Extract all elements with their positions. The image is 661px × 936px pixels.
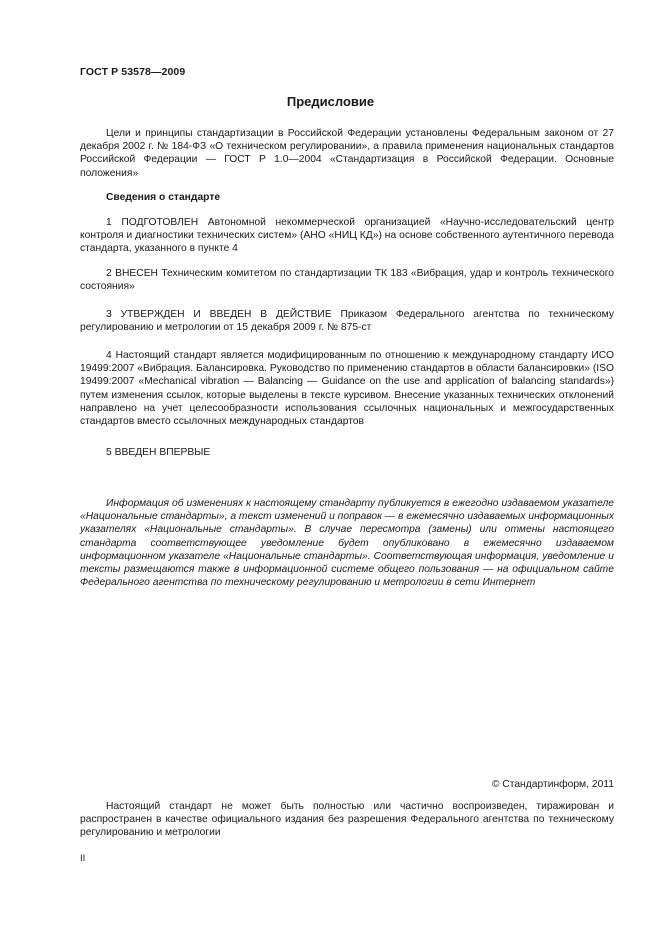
page-number: II — [80, 853, 86, 864]
reproduction-notice — [80, 800, 614, 840]
item-1 — [80, 216, 614, 256]
intro-paragraph — [80, 127, 614, 180]
item-3 — [80, 308, 614, 334]
info-heading: Сведения о стандарте — [106, 192, 221, 203]
item-4 — [80, 349, 614, 428]
item-5-text: 5 ВВЕДЕН ВПЕРВЫЕ — [106, 447, 211, 458]
standard-code: ГОСТ Р 53578—2009 — [80, 66, 186, 78]
copyright: © Стандартинформ, 2011 — [491, 779, 614, 790]
page-title: Предисловие — [286, 94, 375, 109]
item-2 — [80, 267, 614, 293]
reproduction-notice-text: Настоящий стандарт не может быть полностью или частично воспроизведен, тиражирован и распространен в качестве официального издания без разрешения Федерального агентства по техническому регулированию и метрологии — [80, 801, 614, 839]
item-4-text: 4 Настоящий стандарт является модифицированным по отношению к международному стандарту ИСО 19499:2007 «Вибрация. Балансировка. Руководство по применению стандартов в области балансировки» (ISO 19499:2007 «Mechanical vibration — Balancing — Guidance on the use and application of balancing standards») путем изменения ссылок, которые выделены в тексте курсивом. Внесение указанных технических отклонений направлено на учет целесообразности использования ссылочных национальных и межгосударственных стандартов вместо ссылочных международных стандартов — [80, 350, 614, 428]
item-5 — [80, 446, 614, 459]
item-2-text: 2 ВНЕСЕН Техническим комитетом по стандартизации ТК 183 «Вибрация, удар и контроль технического состояния» — [80, 268, 614, 293]
intro-text: Цели и принципы стандартизации в Российской Федерации установлены Федеральным законом от 27 декабря 2002 г. № 184-ФЗ «О техническом регулировании», а правила применения национальных стандартов Российской Федерации — ГОСТ Р 1.0—2004 «Стандартизация в Российской Федерации. Основные положения» — [80, 128, 614, 179]
item-3-text: 3 УТВЕРЖДЕН И ВВЕДЕН В ДЕЙСТВИЕ Приказом Федерального агентства по техническому регулированию и метрологии от 15 декабря 2009 г. № 875-ст — [80, 309, 614, 334]
item-1-text: 1 ПОДГОТОВЛЕН Автономной некоммерческой организацией «Научно-исследовательский центр контроля и диагностики технических систем» (АНО «НИЦ КД») на основе собственного аутентичного перевода стандарта, указанного в пункте 4 — [80, 217, 614, 255]
notice-paragraph — [80, 497, 614, 589]
notice-text: Информация об изменениях к настоящему стандарту публикуется в ежегодно издаваемом указателе «Национальные стандарты», а текст изменений и поправок — в ежемесячно издаваемых информационных указателях «Национальные стандарты». В случае пересмотра (замены) или отмены настоящего стандарта соответствующее уведомление будет опубликовано в ежемесячно издаваемом информационном указателе «Национальные стандарты». Соответствующая информация, уведомление и тексты размещаются также в информационной системе общего пользования — на официальном сайте Федерального агентства по техническому регулированию и метрологии в сети Интернет — [80, 498, 614, 589]
